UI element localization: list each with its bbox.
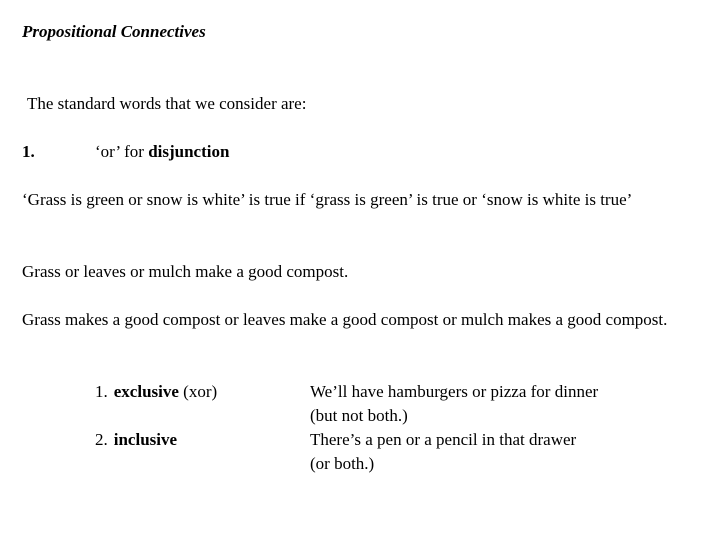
paragraph-grass-snow: ‘Grass is green or snow is white’ is true if ‘grass is green’ is true or ‘snow is white is true’ (22, 190, 633, 209)
subitem-number: 2. (95, 430, 108, 449)
example-line: We’ll have hamburgers or pizza for dinner (310, 382, 599, 401)
example-exclusive (310, 380, 670, 428)
subitem-number: 1. (95, 382, 108, 401)
example-inclusive (310, 428, 670, 476)
subitem-term: exclusive (113, 382, 179, 401)
list-item-text (95, 140, 229, 164)
example-line: (or both.) (310, 454, 375, 473)
subitem-suffix: (xor) (178, 382, 218, 401)
list-item-quoted: ‘or’ for (95, 142, 149, 161)
page-title: Propositional Connectives (22, 22, 206, 41)
intro-text: The standard words that we consider are: (27, 94, 307, 113)
subitem-exclusive (95, 380, 217, 404)
subitem-term: inclusive (113, 430, 178, 449)
list-item-number: 1. (22, 142, 35, 161)
example-line: There’s a pen or a pencil in that drawer (310, 430, 577, 449)
subitem-inclusive (95, 428, 177, 452)
paragraph-compost-long: Grass makes a good compost or leaves make a good compost or mulch makes a good compost. (22, 310, 668, 329)
example-line: (but not both.) (310, 406, 408, 425)
paragraph-compost-short: Grass or leaves or mulch make a good compost. (22, 262, 349, 281)
list-item-term: disjunction (148, 142, 230, 161)
